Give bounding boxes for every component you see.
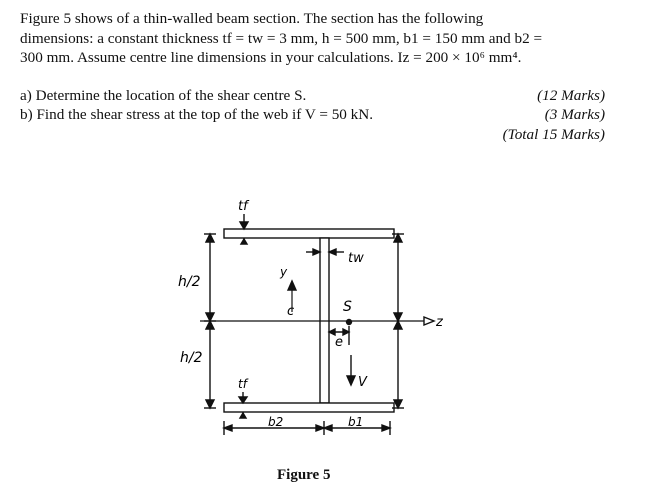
label-tf-bottom: tf [238,377,247,391]
figure-caption: Figure 5 [277,467,331,483]
label-half-height-bottom: h/2 [180,350,203,366]
marks-total: (Total 15 Marks) [502,126,605,143]
label-half-height-top: h/2 [178,274,201,290]
problem-line-3: 300 mm. Assume centre line dimensions in your calculations. Iz = 200 × 10⁶ mm⁴. [20,49,522,66]
label-b2: b2 [268,415,284,429]
label-shear-centre: S [343,299,352,315]
label-y-axis: y [280,265,288,279]
label-centroid: c [287,304,295,319]
label-b1: b1 [348,415,364,429]
shear-centre-point [347,320,352,325]
label-shear-force: V [358,375,367,390]
label-offset-e: e [335,335,343,350]
problem-line-1: Figure 5 shows of a thin-walled beam section. The section has the following [20,10,484,27]
marks-b: (3 Marks) [544,106,605,123]
question-a: a) Determine the location of the shear centre S. [20,87,307,104]
label-tf-top: tf [238,199,248,214]
problem-line-2: dimensions: a constant thickness tf = tw = 3 mm, h = 500 mm, b1 = 150 mm and b2 = [20,29,543,47]
top-flange [224,229,394,238]
marks-a: (12 Marks) [537,87,605,104]
bottom-flange [224,403,394,412]
label-z-axis: z [436,315,443,330]
question-b: b) Find the shear stress at the top of the web if V = 50 kN. [20,106,374,123]
label-tw: tw [348,251,364,266]
